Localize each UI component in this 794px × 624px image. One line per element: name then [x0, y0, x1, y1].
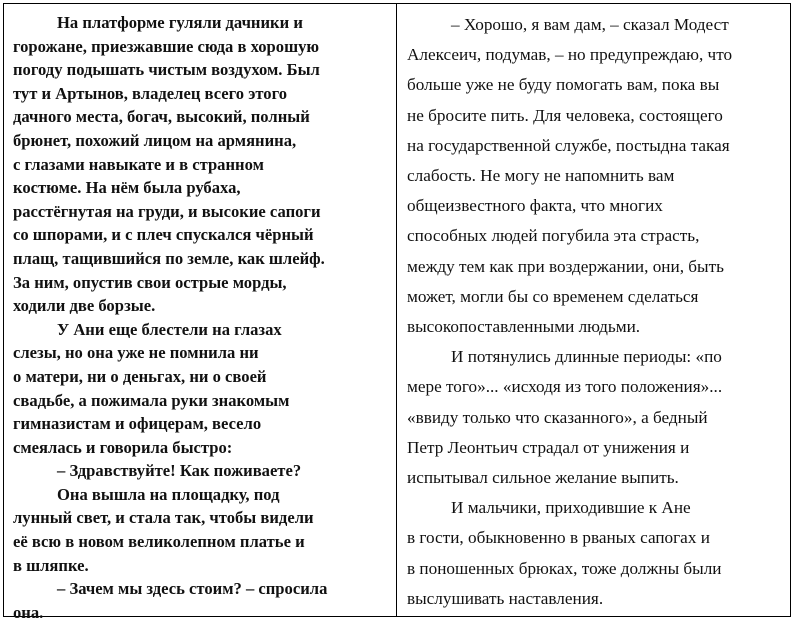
text-line: слабость. Не могу не напомнить вам — [407, 166, 675, 186]
text-line: свадьбе, а пожимала руки знакомым — [13, 390, 290, 410]
text-line: На платформе гуляли дачники и — [57, 13, 303, 32]
text-line: «ввиду только что сказанного», а бедный — [407, 407, 708, 427]
text-line: Петр Леонтьич страдал от унижения и — [407, 437, 690, 457]
text-line: дачного места, богач, высокий, полный — [13, 107, 310, 127]
text-line: – Хорошо, я вам дам, – сказал Модест — [451, 15, 729, 34]
text-line: смеялась и говорила быстро: — [13, 437, 233, 457]
text-line: способных людей погубила эта страсть, — [407, 226, 700, 246]
text-line: лунный свет, и стала так, чтобы видели — [13, 508, 314, 528]
text-line: За ним, опустив свои острые морды, — [13, 272, 287, 292]
text-line: костюме. На нём была рубаха, — [13, 178, 241, 198]
text-line: испытывал сильное желание выпить. — [407, 468, 679, 488]
text-line: гимназистам и офицерам, весело — [13, 414, 262, 434]
text-line: в шляпке. — [13, 555, 89, 575]
text-line: горожане, приезжавшие сюда в хорошую — [13, 36, 320, 56]
text-line: мере того»... «исходя из того положения»... — [407, 377, 723, 397]
text-line: тут и Артынов, владелец всего этого — [13, 83, 288, 103]
text-line: – Здравствуйте! Как поживаете? — [57, 461, 302, 481]
text-line: её всю в новом великолепном платье и — [13, 532, 305, 552]
two-column-text-table — [3, 3, 791, 622]
text-line: больше уже не буду помогать вам, пока вы — [407, 75, 720, 95]
text-line: может, могли бы со временем сделаться — [407, 286, 699, 306]
text-line: плащ, тащившийся по земле, как шлейф. — [13, 248, 325, 268]
text-line: на государственной службе, постыдна такая — [407, 135, 730, 155]
text-line: между тем как при воздержании, они, быть — [407, 256, 724, 276]
text-line: она. — [13, 602, 44, 622]
text-line: И потянулись длинные периоды: «по — [451, 347, 722, 367]
text-line: со шпорами, и с плеч спускался чёрный — [13, 225, 314, 245]
text-line: о матери, ни о деньгах, ни о своей — [13, 366, 267, 386]
right-text-cell — [397, 4, 790, 616]
text-line: ходили две борзые. — [13, 296, 156, 316]
text-line: расстёгнутая на груди, и высокие сапоги — [13, 201, 321, 221]
text-line: с глазами навыкате и в странном — [13, 154, 264, 174]
text-line: общеизвестного факта, что многих — [407, 196, 663, 216]
text-line: в гости, обыкновенно в рваных сапогах и — [407, 528, 710, 548]
text-line: в поношенных брюках, тоже должны были — [407, 558, 722, 578]
text-line: Она вышла на площадку, под — [57, 484, 280, 504]
text-line: брюнет, похожий лицом на армянина, — [13, 130, 297, 150]
left-text-cell — [4, 4, 397, 622]
text-line: не бросите пить. Для человека, состоящего — [407, 105, 723, 125]
text-line: выслушивать наставления. — [407, 588, 604, 608]
text-line: высокопоставленными людьми. — [407, 317, 641, 337]
text-line: слезы, но она уже не помнила ни — [13, 343, 259, 363]
text-line: И мальчики, приходившие к Ане — [451, 498, 691, 518]
text-line: погоду подышать чистым воздухом. Был — [13, 60, 320, 80]
text-line: Алексеич, подумав, – но предупреждаю, что — [407, 45, 733, 65]
text-line: – Зачем мы здесь стоим? – спросила — [57, 579, 328, 599]
text-line: У Ани еще блестели на глазах — [57, 319, 282, 339]
